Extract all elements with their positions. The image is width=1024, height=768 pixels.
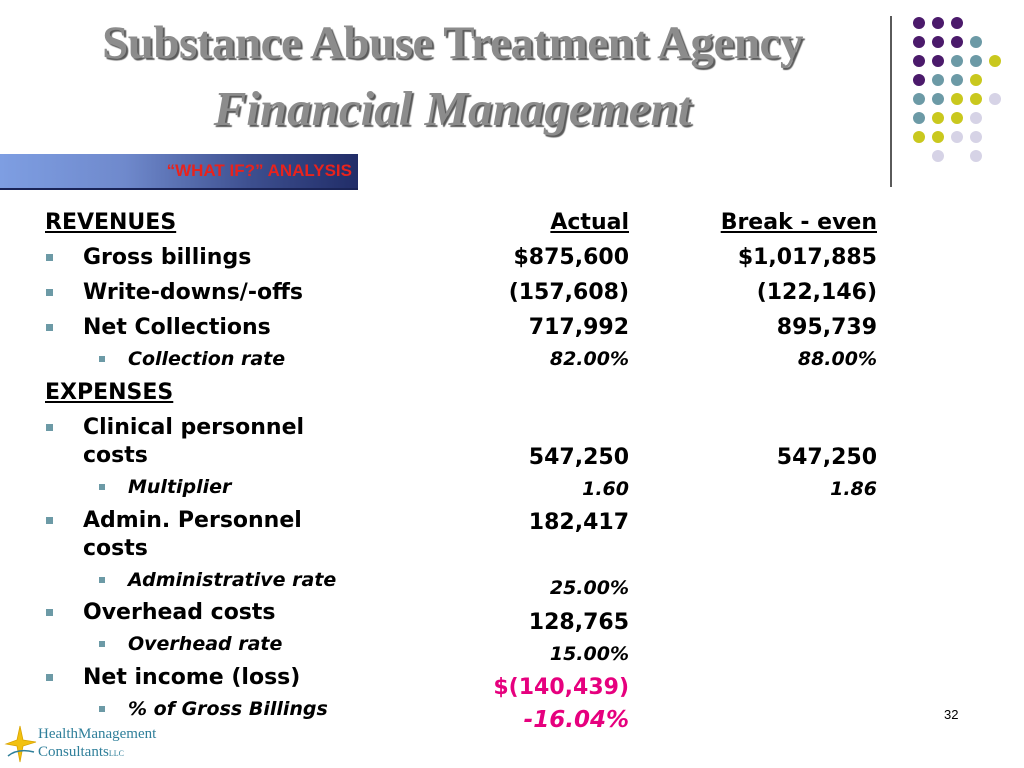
logo-line2-text: Consultants: [38, 744, 109, 760]
collection-rate-breakeven: 88.00%: [797, 348, 877, 370]
overhead-rate-actual: 15.00%: [549, 643, 629, 665]
clinical-personnel-actual: 547,250: [528, 445, 629, 470]
bullet-icon: [46, 324, 53, 331]
row-label-clinical-personnel-line1: Clinical personnel: [83, 415, 305, 440]
star-icon: [4, 722, 38, 766]
column-header-actual: Actual: [550, 210, 629, 235]
row-label-multiplier: Multiplier: [128, 476, 232, 498]
multiplier-actual: 1.60: [582, 478, 629, 500]
gross-billings-breakeven: $1,017,885: [737, 245, 877, 270]
multiplier-breakeven: 1.86: [830, 478, 877, 500]
clinical-personnel-breakeven: 547,250: [776, 445, 877, 470]
row-label-admin-personnel-line1: Admin. Personnel: [83, 508, 302, 533]
gross-billings-actual: $875,600: [513, 245, 629, 270]
row-label-net-income: Net income (loss): [83, 665, 301, 690]
net-collections-breakeven: 895,739: [776, 315, 877, 340]
bullet-icon: [46, 609, 53, 616]
row-label-clinical-personnel-line2: costs: [83, 443, 148, 468]
row-label-collection-rate: Collection rate: [128, 348, 286, 370]
revenues-heading: REVENUES: [45, 210, 177, 235]
net-income-actual: $(140,439): [493, 675, 629, 700]
collection-rate-actual: 82.00%: [549, 348, 629, 370]
row-label-write-downs: Write-downs/-offs: [83, 280, 303, 305]
overhead-costs-actual: 128,765: [528, 610, 629, 635]
net-collections-actual: 717,992: [528, 315, 629, 340]
column-header-breakeven: Break - even: [720, 210, 877, 235]
bullet-icon: [46, 517, 53, 524]
logo-line1: HealthManagement: [38, 726, 157, 742]
expenses-heading: EXPENSES: [45, 380, 174, 405]
banner-label: “WHAT IF?” ANALYSIS: [166, 161, 352, 180]
bullet-icon: [46, 254, 53, 261]
page-number: 32: [944, 707, 959, 722]
logo-suffix: LLC: [108, 749, 124, 758]
admin-personnel-actual: 182,417: [528, 510, 629, 535]
write-downs-breakeven: (122,146): [756, 280, 877, 305]
bullet-icon: [46, 289, 53, 296]
slide-title: Substance Abuse Treatment Agency: [102, 17, 803, 69]
bullet-icon: [46, 674, 53, 681]
sub-bullet-icon: [99, 706, 105, 712]
row-label-admin-personnel-line2: costs: [83, 536, 148, 561]
bullet-icon: [46, 424, 53, 431]
slide-subtitle: Financial Management: [213, 81, 692, 136]
row-label-administrative-rate: Administrative rate: [128, 569, 337, 591]
sub-bullet-icon: [99, 641, 105, 647]
pct-gross-billings-actual: -16.04%: [523, 707, 629, 733]
row-label-net-collections: Net Collections: [83, 315, 271, 340]
logo-line2: [38, 744, 124, 761]
sub-bullet-icon: [99, 356, 105, 362]
administrative-rate-actual: 25.00%: [549, 577, 629, 599]
write-downs-actual: (157,608): [508, 280, 629, 305]
row-label-gross-billings: Gross billings: [83, 245, 252, 270]
company-logo: [4, 722, 174, 766]
row-label-pct-gross-billings: % of Gross Billings: [128, 698, 328, 720]
sub-bullet-icon: [99, 577, 105, 583]
sub-bullet-icon: [99, 484, 105, 490]
row-label-overhead-rate: Overhead rate: [128, 633, 283, 655]
row-label-overhead-costs: Overhead costs: [83, 600, 276, 625]
